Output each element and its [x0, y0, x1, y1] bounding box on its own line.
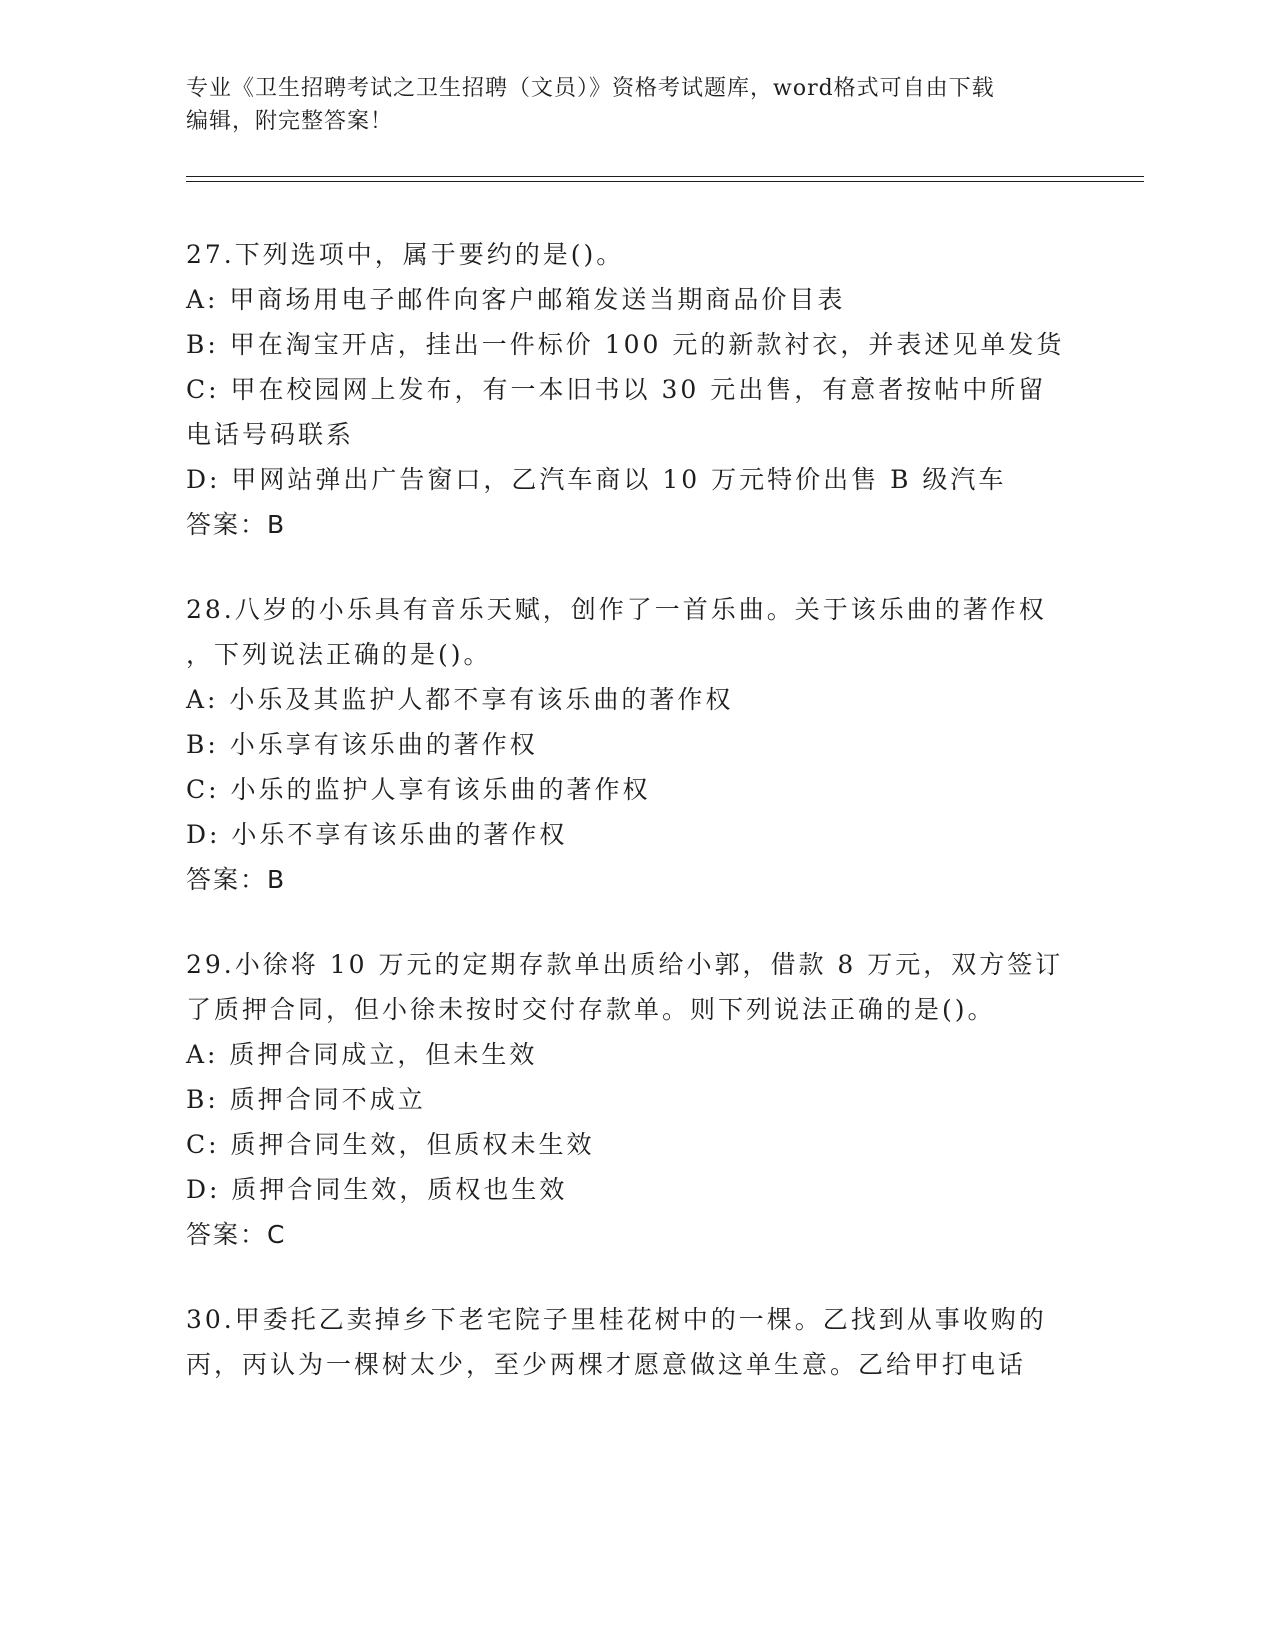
header-divider-bottom: [186, 181, 1144, 182]
option-d: D: 小乐不享有该乐曲的著作权: [186, 820, 568, 849]
answer: 答案：C: [186, 1220, 287, 1249]
header-line-2: 编辑，附完整答案！: [186, 109, 394, 134]
question-list: [186, 232, 1086, 1427]
header-line-1: 专业《卫生招聘考试之卫生招聘（文员）》资格考试题库，word格式可自由下载: [186, 76, 995, 101]
question-stem-line: 了质押合同，但小徐未按时交付存款单。则下列说法正确的是()。: [186, 995, 996, 1024]
option-b: B: 质押合同不成立: [186, 1085, 426, 1114]
answer: 答案：B: [186, 510, 287, 539]
document-header: [186, 72, 1086, 138]
option-a: A: 小乐及其监护人都不享有该乐曲的著作权: [186, 685, 734, 714]
question-stem-line: ，下列说法正确的是()。: [186, 640, 492, 669]
option-a: A: 甲商场用电子邮件向客户邮箱发送当期商品价目表: [186, 285, 846, 314]
question-stem-line: 27.下列选项中，属于要约的是()。: [186, 240, 625, 269]
option-b: B: 小乐享有该乐曲的著作权: [186, 730, 538, 759]
option-d: D: 质押合同生效，质权也生效: [186, 1175, 568, 1204]
question-stem-line: 28.八岁的小乐具有音乐天赋，创作了一首乐曲。关于该乐曲的著作权: [186, 595, 1047, 624]
option-c-continued: 电话号码联系: [186, 420, 355, 449]
option-b: B: 甲在淘宝开店，挂出一件标价 100 元的新款衬衣，并表述见单发货: [186, 330, 1065, 359]
header-divider-top: [186, 176, 1144, 177]
option-c: C: 质押合同生效，但质权未生效: [186, 1130, 595, 1159]
question-28: [186, 587, 1086, 902]
option-a: A: 质押合同成立，但未生效: [186, 1040, 538, 1069]
question-stem-line: 丙，丙认为一棵树太少，至少两棵才愿意做这单生意。乙给甲打电话: [186, 1350, 1027, 1379]
question-29: [186, 942, 1086, 1257]
question-stem-line: 29.小徐将 10 万元的定期存款单出质给小郭，借款 8 万元，双方签订: [186, 950, 1064, 979]
question-stem-line: 30.甲委托乙卖掉乡下老宅院子里桂花树中的一棵。乙找到从事收购的: [186, 1305, 1047, 1334]
option-c: C: 小乐的监护人享有该乐曲的著作权: [186, 775, 651, 804]
question-30: [186, 1297, 1086, 1387]
option-d: D: 甲网站弹出广告窗口，乙汽车商以 10 万元特价出售 B 级汽车: [186, 465, 1007, 494]
question-27: [186, 232, 1086, 547]
option-c: C: 甲在校园网上发布，有一本旧书以 30 元出售，有意者按帖中所留: [186, 375, 1047, 404]
answer: 答案：B: [186, 865, 287, 894]
